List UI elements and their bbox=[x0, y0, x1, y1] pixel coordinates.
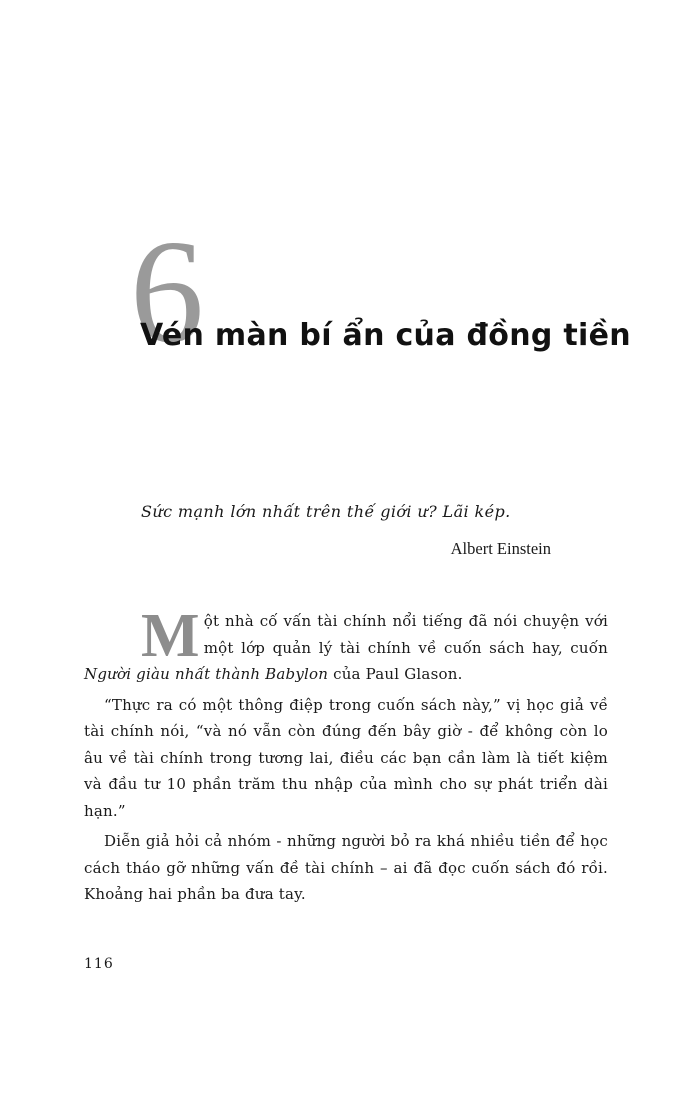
drop-cap: M bbox=[141, 602, 200, 670]
paragraph-2: “Thực ra có một thông điệp trong cuốn sách này,” vị học giả về tài chính nói, “và nó vẫn còn đúng đến bây giờ - để không còn lo âu về tài chính trong tương lai, điều các bạn cần làm là tiết kiệm và đầu tư 10 phần trăm thu nhập của mình cho sự phát triển dài hạn.” bbox=[84, 695, 608, 820]
paragraph-1-text: ột nhà cố vấn tài chính nổi tiếng đã nói chuyện với một lớp quản lý tài chính về cuốn sách hay, cuốn bbox=[203, 612, 608, 657]
paragraph-3: Diễn giả hỏi cả nhóm - những người bỏ ra khá nhiều tiền để học cách tháo gỡ những vấn đề tài chính – ai đã đọc cuốn sách đó rồi. Khoảng hai phần ba đưa tay. bbox=[84, 832, 608, 903]
chapter-number: 6 bbox=[130, 210, 204, 374]
epigraph-author: Albert Einstein bbox=[450, 539, 551, 558]
paragraph-1 bbox=[84, 602, 608, 688]
book-title: Người giàu nhất thành Babylon bbox=[84, 665, 329, 683]
body-text bbox=[84, 602, 608, 912]
chapter-title: Vén màn bí ẩn của đồng tiền bbox=[140, 318, 631, 353]
epigraph-quote: Sức mạnh lớn nhất trên thế giới ư? Lãi kép. bbox=[141, 502, 511, 521]
paragraph-1-text-end: của Paul Glason. bbox=[328, 665, 463, 683]
page-number: 116 bbox=[84, 956, 114, 972]
